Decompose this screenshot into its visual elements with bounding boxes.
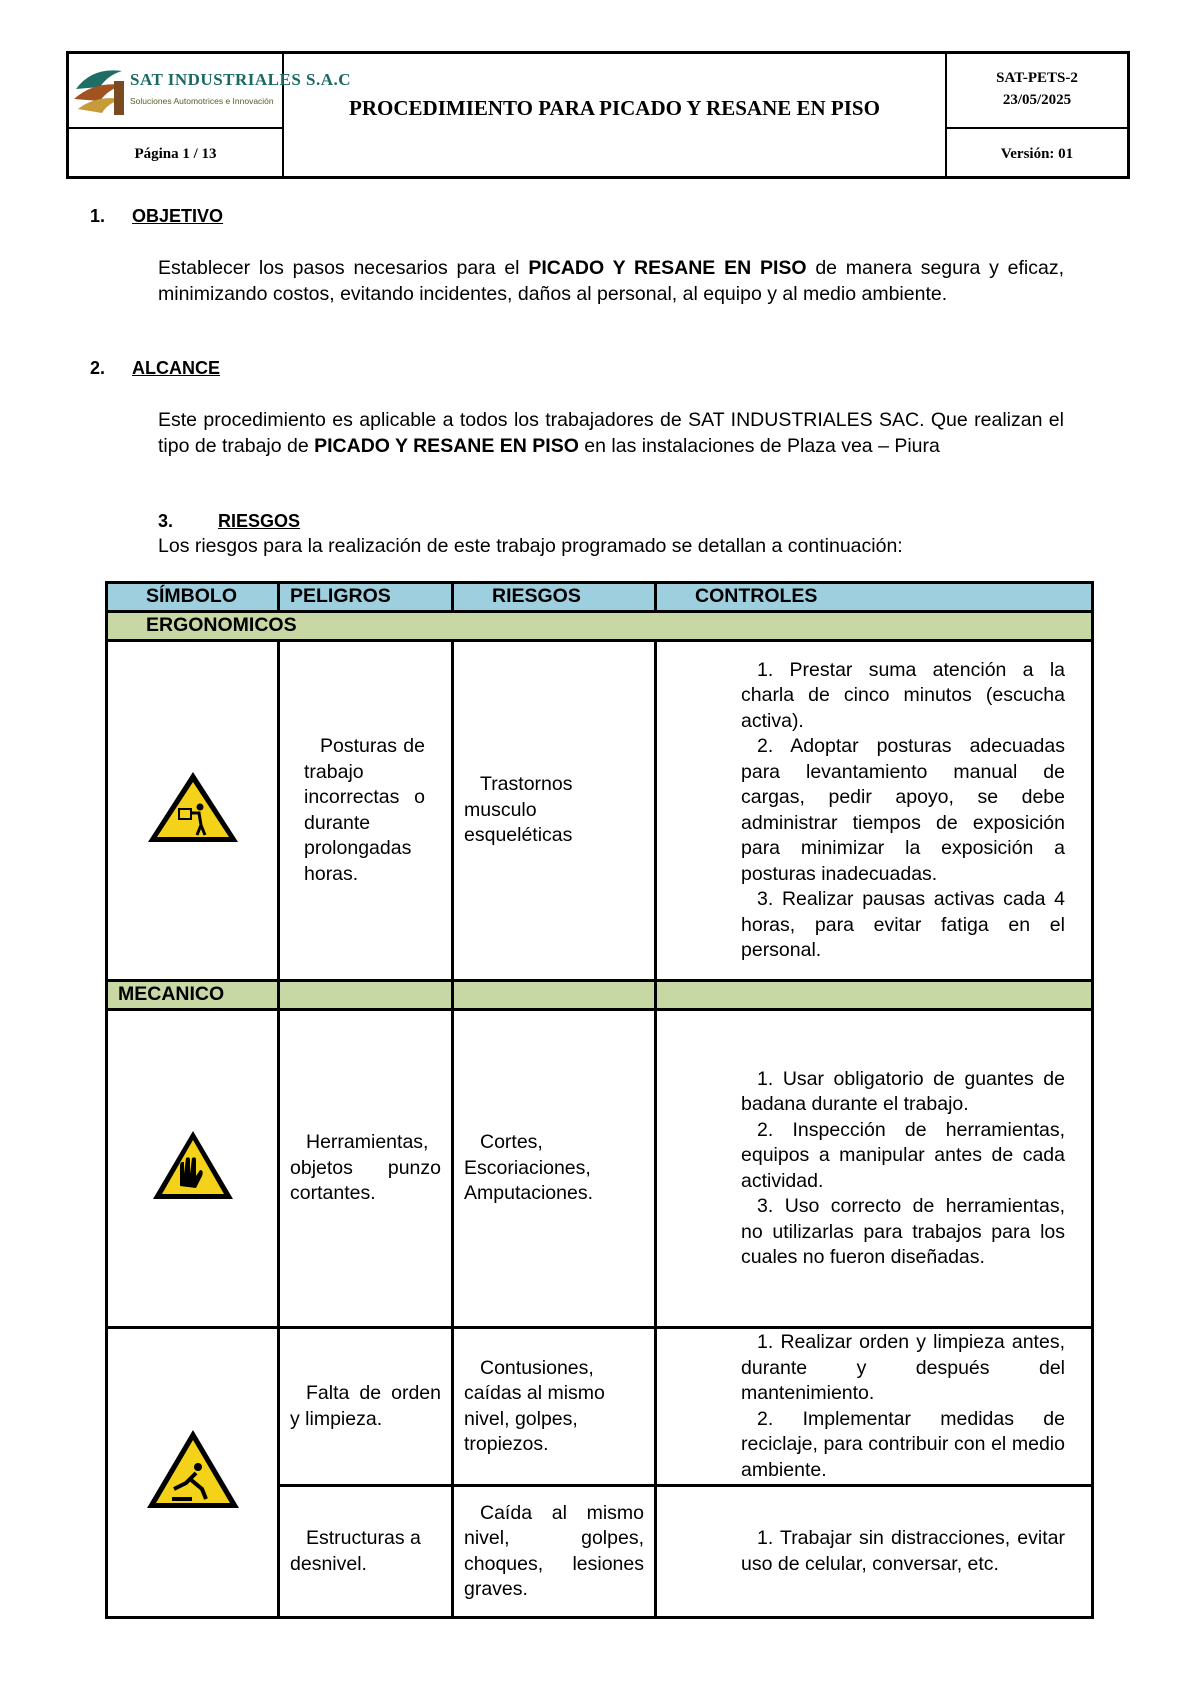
document-header bbox=[66, 51, 1130, 179]
column-header-peligros: PELIGROS bbox=[279, 583, 453, 612]
controles-cell bbox=[656, 1328, 1093, 1486]
peligro-text: Estructuras a desnivel. bbox=[290, 1527, 421, 1575]
peligro-cell bbox=[279, 641, 453, 981]
controles-cell bbox=[656, 1010, 1093, 1328]
section-title: ALCANCE bbox=[132, 358, 221, 378]
peligro-cell bbox=[279, 1010, 453, 1328]
riesgo-cell bbox=[453, 1010, 656, 1328]
slip-trip-warning-icon bbox=[144, 1427, 242, 1511]
text-run: Establecer los pasos necesarios para el bbox=[158, 257, 529, 279]
section-title: RIESGOS bbox=[218, 511, 301, 531]
riesgo-text: Caída al mismo nivel, golpes, choques, lesiones graves. bbox=[464, 1501, 644, 1600]
section-number: 2. bbox=[90, 358, 106, 378]
table-row bbox=[107, 1328, 1093, 1486]
group-label: MECANICO bbox=[107, 981, 279, 1010]
section-heading-objetivo bbox=[90, 206, 223, 227]
control-item: 2. Adoptar posturas adecuadas para levantamiento manual de cargas, pedir apoyo, se debe administrar tiempos de exposición para minimizar la exposición a posturas inadecuadas. bbox=[741, 735, 1065, 885]
column-header-controles: CONTROLES bbox=[656, 583, 1093, 612]
logo-name: SAT INDUSTRIALES S.A.C bbox=[130, 70, 352, 89]
control-item: 3. Uso correcto de herramientas, no utilizarlas para trabajos para los cuales no fueron diseñadas. bbox=[741, 1195, 1065, 1268]
logo-tagline: Soluciones Automotrices e Innovación bbox=[130, 96, 274, 106]
control-item: 2. Implementar medidas de reciclaje, para contribuir con el medio ambiente. bbox=[741, 1407, 1065, 1481]
controles-cell bbox=[656, 641, 1093, 981]
control-item: 1. Usar obligatorio de guantes de badana durante el trabajo. bbox=[741, 1067, 1065, 1115]
company-logo bbox=[72, 59, 352, 123]
text-run-bold: PICADO Y RESANE EN PISO bbox=[314, 435, 579, 457]
symbol-cell bbox=[107, 1010, 279, 1328]
peligro-cell bbox=[279, 1328, 453, 1486]
peligro-text: Herramientas, objetos punzo cortantes. bbox=[290, 1131, 441, 1205]
text-run: Este procedimiento es aplicable a todos los trabajadores de SAT INDUSTRIALES SAC. Que realizan el tipo de trabajo de bbox=[158, 409, 1064, 457]
section-number: 1. bbox=[90, 206, 106, 226]
control-item: 2. Inspección de herramientas, equipos a manipular antes de cada actividad. bbox=[741, 1118, 1065, 1192]
riesgo-text: Contusiones, caídas al mismo nivel, golpes, tropiezos. bbox=[464, 1356, 605, 1455]
group-label: ERGONOMICOS bbox=[107, 612, 1093, 641]
riesgo-cell bbox=[453, 641, 656, 981]
group-row-mecanico bbox=[107, 981, 1093, 1010]
text-run: en las instalaciones de Plaza vea – Piura bbox=[578, 435, 940, 457]
peligro-cell bbox=[279, 1486, 453, 1618]
table-row bbox=[107, 1010, 1093, 1328]
section-heading-alcance bbox=[90, 358, 220, 379]
alcance-paragraph bbox=[158, 407, 1064, 459]
control-item: 1. Trabajar sin distracciones, evitar uso de celular, conversar, etc. bbox=[741, 1527, 1065, 1575]
document-version: Versión: 01 bbox=[1000, 146, 1074, 162]
section-number: 3. bbox=[158, 511, 174, 531]
control-item: 3. Realizar pausas activas cada 4 horas, para evitar fatiga en el personal. bbox=[741, 888, 1065, 961]
text-run: de manera segura y eficaz, minimizando costos, evitando incidentes, daños al personal, al equipo y al medio ambiente. bbox=[158, 257, 1065, 305]
symbol-cell bbox=[107, 1328, 279, 1618]
table-header-row bbox=[107, 583, 1093, 612]
page-number: Página 1 / 13 bbox=[134, 146, 217, 162]
ergonomic-warning-icon bbox=[145, 769, 241, 845]
peligro-text: Posturas de trabajo incorrectas o durante prolongadas horas. bbox=[304, 735, 425, 885]
riesgo-text: Trastornos musculo esqueléticas bbox=[464, 773, 573, 847]
control-item: 1. Prestar suma atención a la charla de cinco minutos (escucha activa). bbox=[741, 658, 1065, 732]
objetivo-paragraph bbox=[158, 255, 1064, 307]
column-header-riesgos: RIESGOS bbox=[453, 583, 656, 612]
section-heading-riesgos bbox=[158, 511, 300, 532]
document-code: SAT-PETS-2 bbox=[996, 70, 1078, 86]
group-row-ergonomicos bbox=[107, 612, 1093, 641]
document-code-block bbox=[947, 67, 1127, 111]
section-title: OBJETIVO bbox=[132, 206, 224, 226]
riesgos-intro: Los riesgos para la realización de este trabajo programado se detallan a continuación: bbox=[158, 535, 903, 557]
peligro-text: Falta de orden y limpieza. bbox=[290, 1382, 441, 1430]
hand-injury-warning-icon bbox=[150, 1128, 236, 1202]
control-item: 1. Realizar orden y limpieza antes, durante y después del mantenimiento. bbox=[741, 1331, 1065, 1404]
document-title: PROCEDIMIENTO PARA PICADO Y RESANE EN PISO bbox=[349, 96, 880, 120]
controles-cell bbox=[656, 1486, 1093, 1618]
riesgo-text: Cortes, Escoriaciones, Amputaciones. bbox=[464, 1131, 593, 1205]
text-run-bold: PICADO Y RESANE EN PISO bbox=[528, 257, 807, 279]
symbol-cell bbox=[107, 641, 279, 981]
risk-table bbox=[105, 581, 1094, 1619]
table-row bbox=[107, 641, 1093, 981]
riesgo-cell bbox=[453, 1328, 656, 1486]
column-header-simbolo: SÍMBOLO bbox=[107, 583, 279, 612]
document-date: 23/05/2025 bbox=[1002, 92, 1072, 108]
riesgo-cell bbox=[453, 1486, 656, 1618]
